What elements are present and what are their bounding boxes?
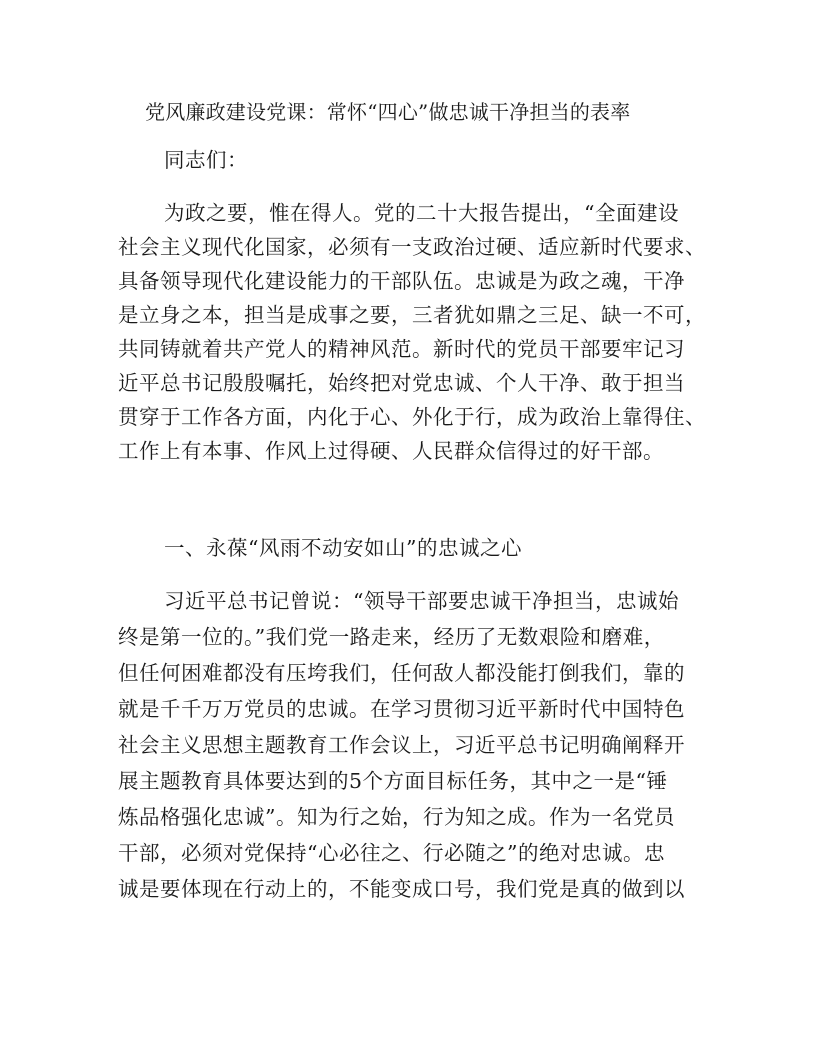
paragraph-2-line-5: 社会主义思想主题教育工作会议上，习近平总书记明确阐释开 (118, 733, 685, 757)
paragraph-1-line-6: 近平总书记殷殷嘱托，始终把对党忠诚、个人干净、敢于担当 (118, 371, 685, 395)
paragraph-1-line-2: 社会主义现代化国家，必须有一支政治过硬、适应新时代要求、 (118, 235, 706, 259)
paragraph-1-line-8: 工作上有本事、作风上过得硬、人民群众信得过的好干部。 (118, 439, 664, 463)
paragraph-1-line-5: 共同铸就着共产党人的精神风范。新时代的党员干部要牢记习 (118, 337, 685, 361)
paragraph-2-line-4: 就是千千万万党员的忠诚。在学习贯彻习近平新时代中国特色 (118, 697, 685, 721)
paragraph-2-line-8: 干部，必须对党保持“心必往之、行必随之”的绝对忠诚。忠 (118, 841, 665, 865)
section-heading-1: 一、永葆“风雨不动安如山”的忠诚之心 (164, 536, 522, 560)
paragraph-2-line-3: 但任何困难都没有压垮我们，任何敌人都没能打倒我们，靠的 (118, 661, 685, 685)
paragraph-2-line-9: 诚是要体现在行动上的，不能变成口号，我们党是真的做到以 (118, 877, 685, 901)
paragraph-2-line-6: 展主题教育具体要达到的5个方面目标任务，其中之一是“锤 (118, 769, 668, 793)
salutation: 同志们： (164, 148, 248, 172)
paragraph-2-line-2: 终是第一位的。”我们党一路走来，经历了无数艰险和磨难， (118, 625, 665, 649)
paragraph-2-line-1: 习近平总书记曾说：“领导干部要忠诚干净担当，忠诚始 (164, 589, 679, 613)
document-title: 党风廉政建设党课：常怀“四心”做忠诚干净担当的表率 (145, 100, 631, 124)
paragraph-1-line-1: 为政之要，惟在得人。党的二十大报告提出，“全面建设 (164, 201, 679, 225)
paragraph-1-line-4: 是立身之本，担当是成事之要，三者犹如鼎之三足、缺一不可， (118, 303, 706, 327)
paragraph-1-line-3: 具备领导现代化建设能力的干部队伍。忠诚是为政之魂，干净 (118, 269, 685, 293)
paragraph-1-line-7: 贯穿于工作各方面，内化于心、外化于行，成为政治上靠得住、 (118, 405, 706, 429)
paragraph-2-line-7: 炼品格强化忠诚”。知为行之始，行为知之成。作为一名党员 (118, 805, 675, 829)
